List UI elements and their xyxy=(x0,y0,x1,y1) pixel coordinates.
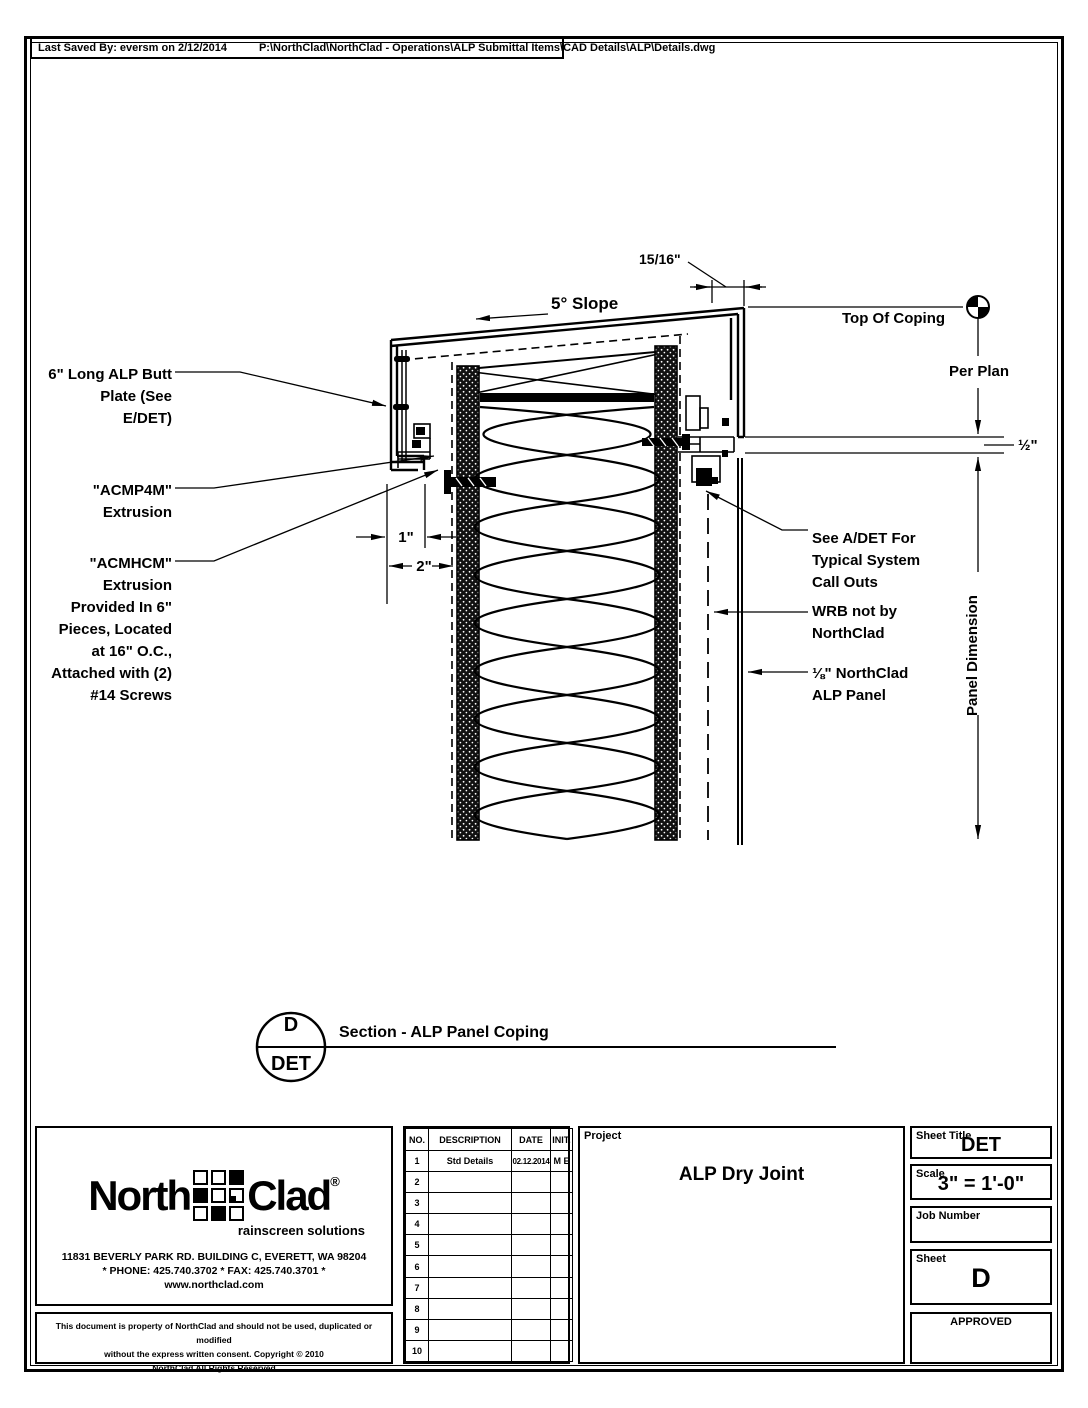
revision-row: 3 xyxy=(406,1193,573,1214)
logo-text-north: North xyxy=(88,1171,191,1219)
revision-row: 4 xyxy=(406,1214,573,1235)
sheet-box xyxy=(910,1249,1052,1305)
file-path-text: P:\NorthClad\NorthClad - Operations\ALP Submittal Items\CAD Details\ALP\Details.dwg xyxy=(258,42,716,54)
callout-letter: D xyxy=(283,1014,299,1036)
note-acmhcm: "ACMHCM" Extrusion Provided In 6" Pieces, Located at 16" O.C., Attached with (2) #14 Screws xyxy=(51,555,172,704)
company-phone-fax: * PHONE: 425.740.3702 * FAX: 425.740.3701 * xyxy=(102,1265,326,1277)
callout-sheet-ref: DET xyxy=(271,1053,311,1075)
dim-15-16-lines xyxy=(688,262,766,306)
revision-row: 10 xyxy=(406,1340,573,1361)
revision-table-box xyxy=(403,1126,570,1364)
dim-1-label: 1" xyxy=(398,529,414,546)
note-butt-plate: 6" Long ALP Butt Plate (See E/DET) xyxy=(48,366,172,427)
revision-row: 2 xyxy=(406,1172,573,1193)
revision-row: 6 xyxy=(406,1256,573,1277)
company-website: www.northclad.com xyxy=(164,1279,264,1291)
note-acmp4m: "ACMP4M" Extrusion xyxy=(92,482,172,521)
rev-col-no: NO. xyxy=(406,1129,429,1151)
callout-title: Section - ALP Panel Coping xyxy=(339,1024,549,1041)
disclaimer-box xyxy=(35,1312,393,1373)
job-number-box xyxy=(910,1206,1052,1243)
slope-label: 5° Slope xyxy=(551,294,619,313)
logo-tagline: rainscreen solutions xyxy=(237,1223,365,1238)
panel-dimension-label: Panel Dimension xyxy=(964,595,981,716)
rev-col-init: INIT. xyxy=(551,1129,573,1151)
top-of-coping-label: Top Of Coping xyxy=(842,310,946,327)
sheet-value: D xyxy=(971,1263,991,1293)
dim-half-label: ½" xyxy=(1018,437,1038,454)
approved-label: APPROVED xyxy=(950,1316,1012,1328)
northclad-logo xyxy=(37,1170,391,1221)
rev-col-description: DESCRIPTION xyxy=(429,1129,512,1151)
sheet-label: Sheet xyxy=(916,1253,946,1265)
rev-col-date: DATE xyxy=(512,1129,551,1151)
sheathing xyxy=(457,346,677,840)
registered-mark: ® xyxy=(330,1174,340,1189)
target-symbol xyxy=(967,296,989,318)
revision-row: 8 xyxy=(406,1298,573,1319)
note-wrb: WRB not by NorthClad xyxy=(812,603,897,642)
company-contact xyxy=(37,1250,391,1292)
revision-row: 7 xyxy=(406,1277,573,1298)
dim-15-16-label: 15/16" xyxy=(639,251,681,267)
scale-label: Scale xyxy=(916,1168,945,1180)
coping-cap xyxy=(391,308,744,470)
note-see-adet: See A/DET For Typical System Call Outs xyxy=(812,530,921,591)
dim-2-label: 2" xyxy=(416,558,432,575)
per-plan-label: Per Plan xyxy=(948,363,1010,380)
batt-insulation xyxy=(475,407,660,839)
wall-framing xyxy=(402,334,688,840)
alp-panel-lines xyxy=(738,458,742,845)
logo-box xyxy=(35,1126,393,1306)
sheet-title-box xyxy=(910,1126,1052,1159)
scale-value: 3" = 1'-0" xyxy=(937,1173,1025,1195)
note-alp-panel: ⅛" NorthClad ALP Panel xyxy=(812,665,909,704)
revision-row: 5 xyxy=(406,1235,573,1256)
sheet-title-value: DET xyxy=(961,1134,1001,1156)
project-box xyxy=(578,1126,905,1364)
revision-table xyxy=(405,1128,573,1362)
job-number-label: Job Number xyxy=(916,1210,981,1222)
sheet-title-label: Sheet Title xyxy=(916,1130,972,1142)
project-name: ALP Dry Joint xyxy=(678,1164,805,1185)
logo-text-clad: Clad xyxy=(247,1171,331,1219)
company-address: 11831 BEVERLY PARK RD. BUILDING C, EVERETT, WA 98204 xyxy=(61,1251,367,1263)
scale-box xyxy=(910,1164,1052,1200)
project-label: Project xyxy=(584,1130,622,1142)
logo-grid-icon xyxy=(193,1170,244,1221)
revision-row: 1 Std Details 02.12.2014 M E xyxy=(406,1151,573,1172)
disclaimer-text: This document is property of NorthClad and should not be used, duplicated or modified without the express written consent. Copyright © 2010 NorthClad All Rights Reserved xyxy=(55,1321,373,1373)
last-saved-text: Last Saved By: eversm on 2/12/2014 xyxy=(38,42,227,54)
approved-box xyxy=(910,1312,1052,1364)
revision-row: 9 xyxy=(406,1319,573,1340)
